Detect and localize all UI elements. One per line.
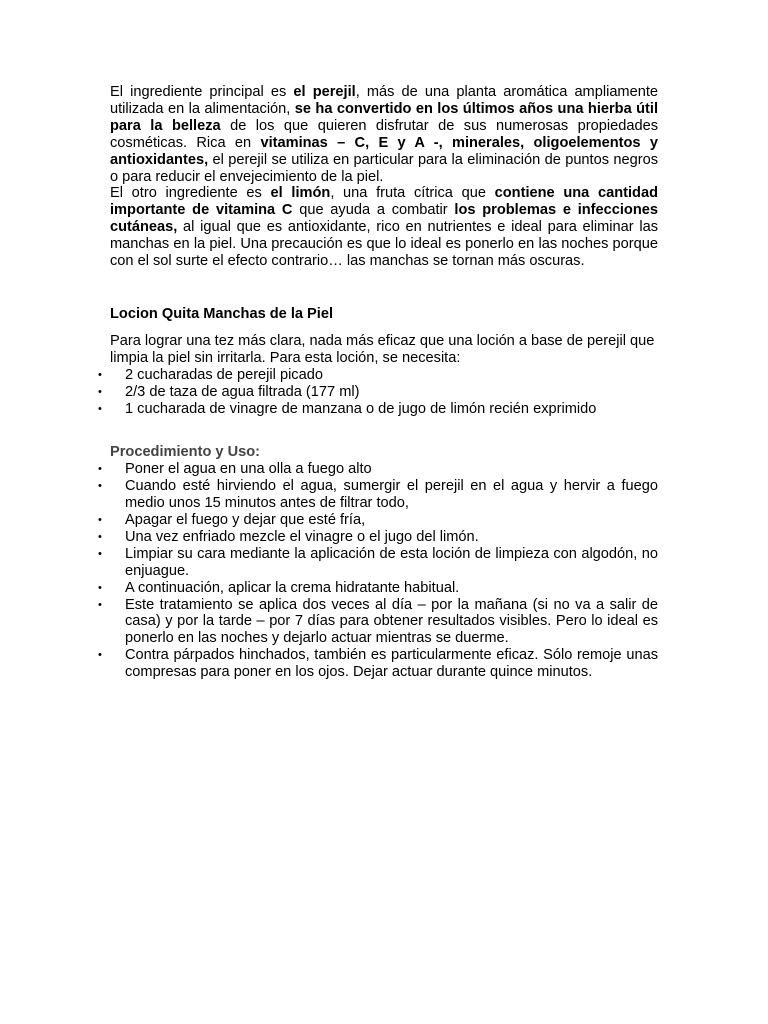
procedure-step-text: Limpiar su cara mediante la aplicación de esta loción de limpieza con algodón, no enjuague. [125, 545, 658, 579]
intro-p1-run: El ingrediente principal es [110, 84, 294, 100]
procedure-step-text: A continuación, aplicar la crema hidratante habitual. [125, 579, 460, 596]
ingredients-list [98, 366, 658, 418]
procedure-step-text: Poner el agua en una olla a fuego alto [125, 461, 372, 478]
intro-paragraph-limon [110, 185, 658, 270]
bullet-icon: • [98, 649, 102, 662]
intro-p2-run: El otro ingrediente es [110, 185, 271, 202]
intro-p1-run: el perejil se utiliza en particular para la eliminación de puntos negros o para reducir el envejecimiento de la piel. [110, 151, 658, 185]
procedure-step-item [98, 528, 658, 546]
bullet-icon: • [98, 480, 102, 493]
ingredient-text: 2/3 de taza de agua filtrada (177 ml) [125, 383, 360, 400]
bullet-icon: • [98, 402, 102, 415]
procedure-step-item [98, 461, 658, 478]
bullet-icon: • [98, 385, 102, 398]
intro-p1-run: de los que quieren disfrutar de sus numerosas propiedades cosméticas. Rica en [110, 117, 658, 151]
procedure-step-text: Cuando esté hirviendo el agua, sumergir el perejil en el agua y hervir a fuego medio unos 15 minutos antes de filtrar todo, [125, 478, 658, 512]
bullet-icon: • [98, 581, 102, 594]
bullet-icon: • [98, 368, 102, 381]
procedure-step-text: Contra párpados hinchados, también es particularmente eficaz. Sólo remoje unas compresas para poner en los ojos. Dejar actuar durante quince minutos. [125, 647, 658, 681]
procedure-step-item [98, 596, 658, 648]
ingredient-text: 2 cucharadas de perejil picado [125, 366, 323, 383]
procedure-step-text: Una vez enfriado mezcle el vinagre o el jugo del limón. [125, 528, 479, 545]
section-heading-procedimiento: Procedimiento y Uso: [110, 444, 261, 461]
document-page [98, 84, 659, 681]
procedure-step-item [98, 579, 658, 597]
procedure-step-item [98, 512, 658, 529]
procedure-step-item [98, 545, 658, 580]
intro-paragraph-perejil [110, 84, 658, 185]
intro-p2-bold: el limón [270, 185, 331, 202]
ingredient-item [98, 383, 658, 401]
intro-section [110, 84, 658, 270]
ingredient-item [98, 366, 658, 384]
intro-p2-run: que ayuda a combatir [292, 202, 455, 219]
intro-p2-bold: contiene una cantidad importante de vitamina C [110, 185, 659, 219]
intro-p1-bold: el perejil [293, 84, 356, 100]
bullet-icon: • [98, 530, 102, 543]
bullet-icon: • [98, 598, 102, 611]
section-lead-text: Para lograr una tez más clara, nada más eficaz que una loción a base de perejil que limpia la piel sin irritarla. Para esta loción, se necesita: [110, 332, 655, 366]
intro-p1-bold: se ha convertido en los últimos años una hierba útil para la belleza [110, 100, 658, 134]
intro-p2-run: , una fruta cítrica que [330, 185, 495, 202]
bullet-icon: • [98, 514, 102, 527]
ingredient-item [98, 400, 658, 418]
section-heading-locion: Locion Quita Manchas de la Piel [110, 305, 334, 322]
intro-p2-run: al igual que es antioxidante, rico en nutrientes e ideal para eliminar las manchas en la piel. Una precaución es que lo ideal es ponerlo en las noches porque con el sol surte el efecto contrario… las manchas se tornan más oscuras. [110, 219, 658, 270]
bullet-icon: • [98, 463, 102, 476]
procedure-steps-list [98, 461, 658, 681]
intro-p2-bold: los problemas e infecciones cutáneas, [110, 202, 658, 236]
procedure-step-item [98, 478, 658, 512]
procedure-step-item [98, 647, 658, 681]
procedure-step-text: Este tratamiento se aplica dos veces al día – por la mañana (si no va a salir de casa) y por la tarde – por 7 días para obtener resultados visibles. Pero lo ideal es ponerlo en las noches y dejarlo actuar mientras se duerme. [125, 596, 658, 647]
intro-p1-bold: vitaminas – C, E y A -, minerales, oligoelementos y antioxidantes, [110, 134, 658, 168]
ingredient-text: 1 cucharada de vinagre de manzana o de jugo de limón recién exprimido [125, 400, 597, 417]
procedure-step-text: Apagar el fuego y dejar que esté fría, [125, 512, 366, 529]
intro-p1-run: , más de una planta aromática ampliamente utilizada en la alimentación, [110, 84, 658, 117]
bullet-icon: • [98, 547, 102, 560]
